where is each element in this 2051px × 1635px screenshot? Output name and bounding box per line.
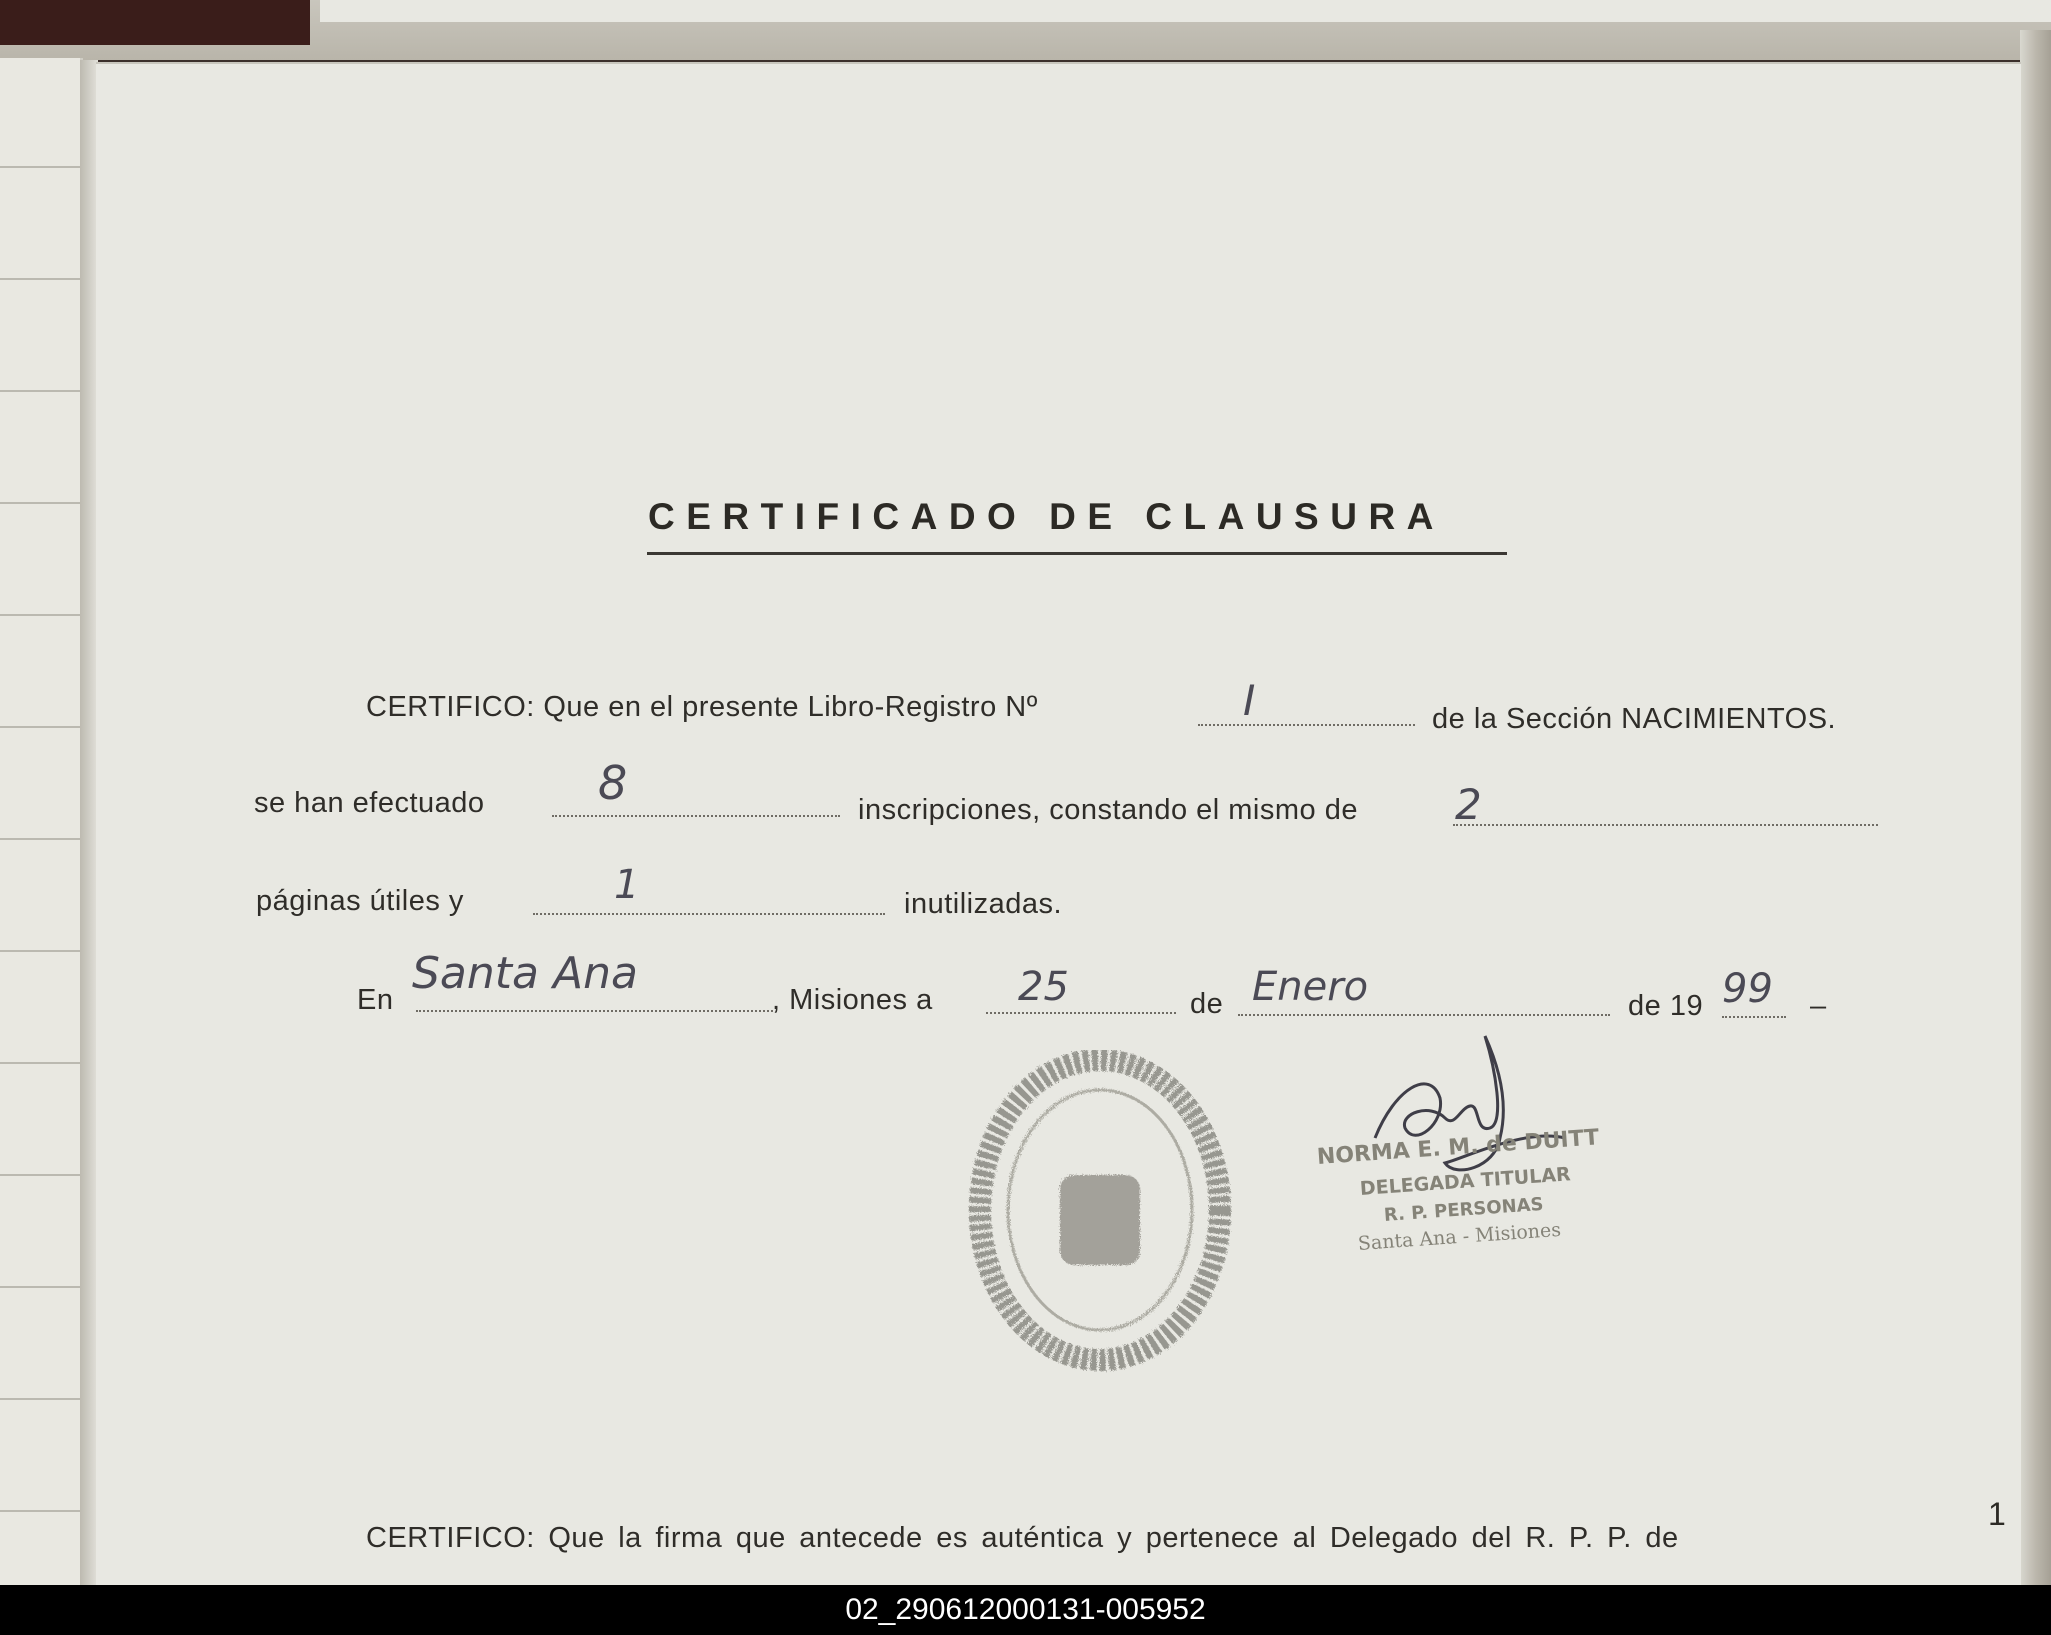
line5: CERTIFICO: Que la firma que antecede es auténtica y pertenece al Delegado del R. P. P. de	[366, 1522, 1679, 1554]
left-page	[0, 58, 83, 1585]
libro-number-blank	[1198, 724, 1415, 726]
dash: –	[1810, 990, 1827, 1022]
stamp-name: NORMA E. M. de DUITT	[1316, 1125, 1600, 1170]
misiones-label: , Misiones a	[772, 984, 933, 1016]
background-paper	[320, 0, 2051, 22]
left-page-dotted-lines	[0, 58, 80, 1585]
line2-middle: inscripciones, constando el mismo de	[858, 794, 1358, 826]
handwritten-dia: 25	[1018, 964, 1069, 1010]
stamp-title: DELEGADA TITULAR	[1359, 1163, 1572, 1200]
page-number: 1	[1988, 1496, 2006, 1532]
title-underline	[647, 552, 1507, 555]
stamp-location: Santa Ana - Misiones	[1357, 1218, 1562, 1255]
stamp-office: R. P. PERSONAS	[1383, 1193, 1545, 1226]
line2-prefix: se han efectuado	[254, 787, 485, 819]
mes-blank	[1238, 1014, 1610, 1016]
line1-prefix: CERTIFICO: Que en el presente Libro-Registro Nº	[366, 691, 1038, 723]
line1-suffix: de la Sección NACIMIENTOS.	[1432, 703, 1837, 735]
dia-blank	[986, 1012, 1176, 1014]
book-cover-corner	[0, 0, 310, 45]
lugar-blank	[416, 1010, 773, 1012]
handwritten-inscripciones: 8	[598, 756, 628, 810]
page-edge-right	[2020, 30, 2051, 1585]
de-label: de	[1190, 988, 1224, 1020]
line3-suffix: inutilizadas.	[904, 888, 1063, 920]
en-label: En	[357, 984, 394, 1016]
handwritten-libro-number: I	[1243, 676, 1256, 725]
document-title: CERTIFICADO DE CLAUSURA	[648, 496, 1445, 537]
handwritten-inutilizadas: 1	[614, 862, 640, 908]
image-caption: 02_290612000131-005952	[845, 1593, 1206, 1626]
inscripciones-blank	[552, 815, 840, 817]
handwritten-mes: Enero	[1252, 964, 1369, 1010]
paginas-blank	[1453, 824, 1878, 826]
handwritten-lugar: Santa Ana	[412, 948, 638, 999]
official-seal-stamp	[965, 1050, 1235, 1380]
inutilizadas-blank	[533, 913, 885, 915]
line3-prefix: páginas útiles y	[256, 885, 464, 917]
anio-label: de 19	[1628, 990, 1704, 1022]
handwritten-anio: 99	[1722, 966, 1773, 1012]
anio-blank	[1722, 1016, 1786, 1018]
handwritten-paginas: 2	[1455, 780, 1482, 829]
